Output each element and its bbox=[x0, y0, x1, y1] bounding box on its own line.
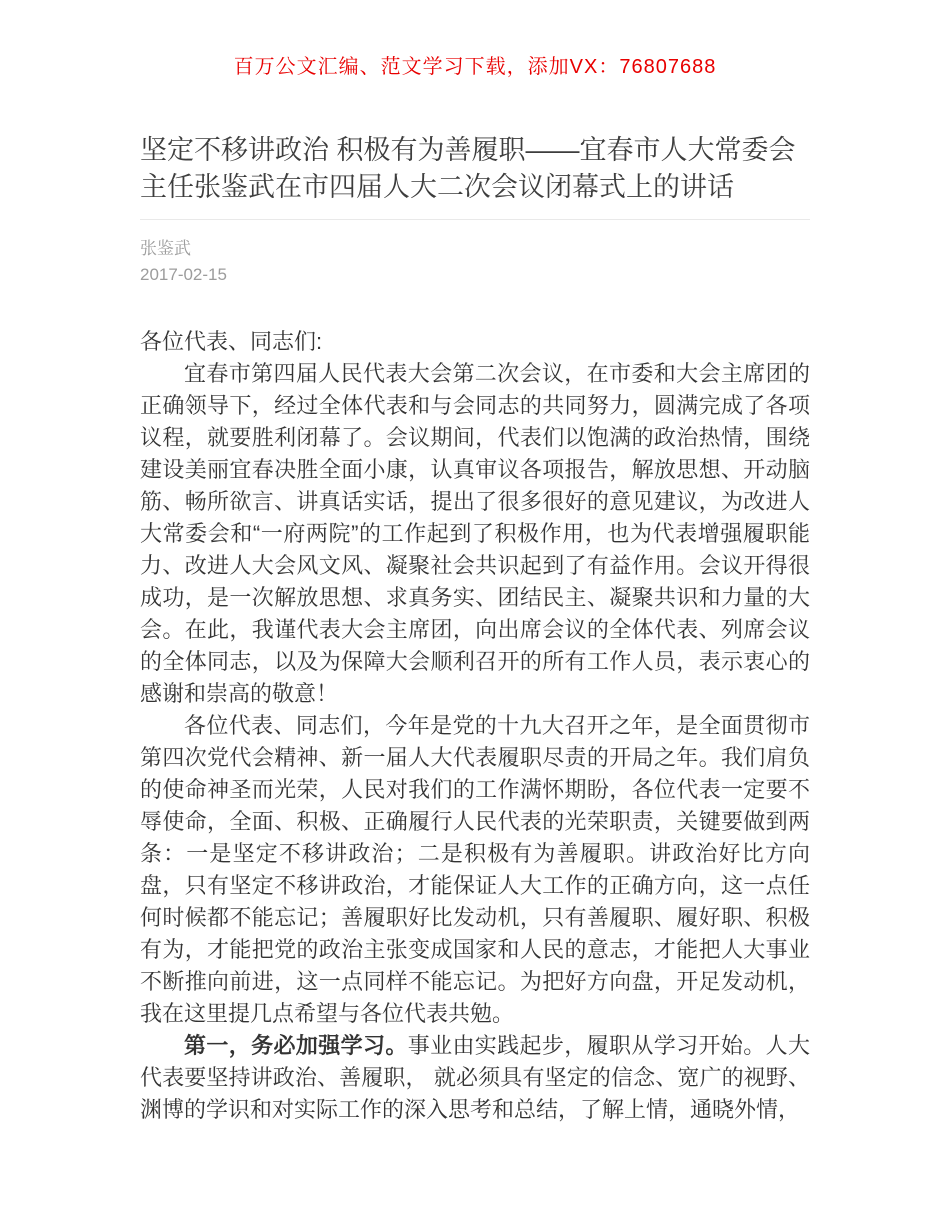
paragraph-3-lead: 第一，务必加强学习。 bbox=[184, 1033, 408, 1058]
article-body bbox=[140, 326, 810, 1126]
paragraph-1: 宜春市第四届人民代表大会第二次会议，在市委和大会主席团的正确领导下，经过全体代表和与会同志的共同努力，圆满完成了各项议程，就要胜利闭幕了。会议期间，代表们以饱满的政治热情，围绕建设美丽宜春决胜全面小康，认真审议各项报告，解放思想、开动脑筋、畅所欲言、讲真话实话，提出了很多很好的意见建议，为改进人大常委会和“一府两院”的工作起到了积极作用，也为代表增强履职能力、改进人大会风文风、凝聚社会共识起到了有益作用。会议开得很成功，是一次解放思想、求真务实、团结民主、凝聚共识和力量的大会。在此，我谨代表大会主席团，向出席会议的全体代表、列席会议的全体同志，以及为保障大会顺利召开的所有工作人员，表示衷心的感谢和崇高的敬意！ bbox=[140, 361, 810, 706]
paragraph-3 bbox=[140, 1030, 810, 1126]
article-author: 张鉴武 bbox=[140, 239, 191, 258]
article-meta bbox=[140, 236, 810, 288]
article-date: 2017-02-15 bbox=[140, 265, 227, 284]
title-divider bbox=[140, 219, 810, 220]
page-title: 坚定不移讲政治 积极有为善履职——宜春市人大常委会主任张鉴武在市四届人大二次会议闭幕式上的讲话 bbox=[140, 135, 796, 202]
article bbox=[140, 132, 810, 1126]
paragraph-2: 各位代表、同志们，今年是党的十九大召开之年，是全面贯彻市第四次党代会精神、新一届人大代表履职尽责的开局之年。我们肩负的使命神圣而光荣，人民对我们的工作满怀期盼，各位代表一定要不辱使命，全面、积极、正确履行人民代表的光荣职责，关键要做到两条：一是坚定不移讲政治；二是积极有为善履职。讲政治好比方向盘，只有坚定不移讲政治，才能保证人大工作的正确方向，这一点任何时候都不能忘记；善履职好比发动机，只有善履职、履好职、积极有为，才能把党的政治主张变成国家和人民的意志，才能把人大事业不断推向前进，这一点同样不能忘记。为把好方向盘，开足发动机，我在这里提几点希望与各位代表共勉。 bbox=[140, 713, 810, 1026]
promo-text: 百万公文汇编、范文学习下载，添加VX：76807688 bbox=[233, 56, 717, 78]
paragraph-3-text: 事业由实践起步，履职从学习开始。人大代表要坚持讲政治、善履职， 就必须具有坚定的信念、宽广的视野、渊博的学识和对实际工作的深入思考和总结，了解上情，通晓外情， bbox=[140, 1033, 810, 1122]
promo-banner bbox=[0, 0, 950, 80]
paragraph-salutation: 各位代表、同志们: bbox=[140, 329, 323, 354]
